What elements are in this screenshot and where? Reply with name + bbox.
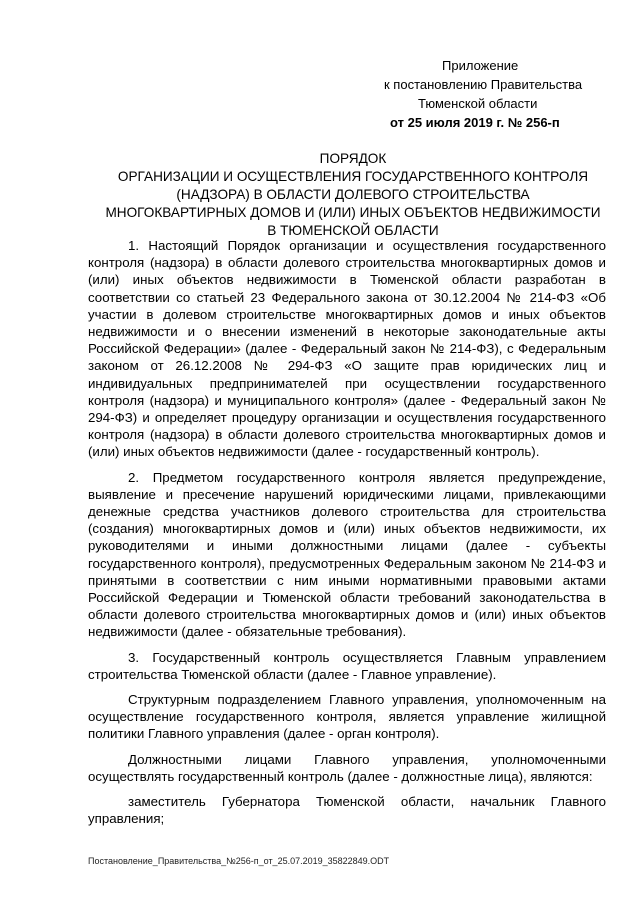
title-line-1: ПОРЯДОК: [319, 151, 387, 166]
appendix-region: Тюменской области: [418, 96, 538, 111]
appendix-date-number: от 25 июля 2019 г. № 256-п: [390, 115, 560, 130]
document-title: [88, 150, 618, 240]
appendix-label: Приложение: [442, 58, 519, 73]
paragraph-6: заместитель Губернатора Тюменской области, начальник Главного управления;: [88, 794, 606, 827]
appendix-resolution: к постановлению Правительства: [384, 77, 583, 92]
paragraph-5: Должностными лицами Главного управления, уполномоченными осуществлять государственный контроль (далее - должностные лица), являются:: [88, 751, 606, 784]
title-line-5: В ТЮМЕНСКОЙ ОБЛАСТИ: [267, 223, 439, 238]
title-line-2: ОРГАНИЗАЦИИ И ОСУЩЕСТВЛЕНИЯ ГОСУДАРСТВЕННОГО КОНТРОЛЯ: [117, 169, 589, 184]
title-line-3: (НАДЗОРА) В ОБЛАСТИ ДОЛЕВОГО СТРОИТЕЛЬСТВА: [176, 187, 530, 202]
appendix-header: [380, 56, 590, 132]
paragraph-1: 1. Настоящий Порядок организации и осуществления государственного контроля (надзора) в области долевого строительства многоквартирных домов и (или) иных объектов недвижимости в Тюменской области разработан в соответствии со статьей 23 Федерального закона от 30.12.2004 № 214-ФЗ «Об участии в долевом строительстве многоквартирных домов и иных объектов недвижимости и о внесении изменений в некоторые законодательные акты Российской Федерации» (далее - Федеральный закон № 214-ФЗ), с Федеральным законом от 26.12.2008 № 294-ФЗ «О защите прав юридических лиц и индивидуальных предпринимателей при осуществлении государственного контроля (надзора) и муниципального контроля» (далее - Федеральный закон № 294-ФЗ) и определяет процедуру организации и осуществления государственного контроля (надзора) в области долевого строительства многоквартирных домов и (или) иных объектов недвижимости (далее - государственный контроль).: [88, 238, 606, 460]
paragraph-3: 3. Государственный контроль осуществляется Главным управлением строительства Тюменской области (далее - Главное управление).: [88, 649, 606, 682]
title-line-4: МНОГОКВАРТИРНЫХ ДОМОВ И (ИЛИ) ИНЫХ ОБЪЕКТОВ НЕДВИЖИМОСТИ: [105, 205, 601, 220]
document-body: [88, 237, 606, 836]
footer-filename: Постановление_Правительства_№256-п_от_25.07.2019_35822849.ODT: [88, 856, 390, 866]
paragraph-2: 2. Предметом государственного контроля является предупреждение, выявление и пресечение нарушений юридическими лицами, привлекающими денежные средства участников долевого строительства для строительства (создания) многоквартирных домов и (или) иных объектов недвижимости, их руководителями и иными должностными лицами (далее - субъекты государственного контроля), предусмотренных Федеральным законом № 214-ФЗ и принятыми в соответствии с ним иными нормативными правовыми актами Российской Федерации и Тюменской области требований законодательства в области долевого строительства многоквартирных домов и (или) иных объектов недвижимости (далее - обязательные требования).: [88, 469, 606, 640]
paragraph-4: Структурным подразделением Главного управления, уполномоченным на осуществление государственного контроля, является управление жилищной политики Главного управления (далее - орган контроля).: [88, 692, 606, 742]
